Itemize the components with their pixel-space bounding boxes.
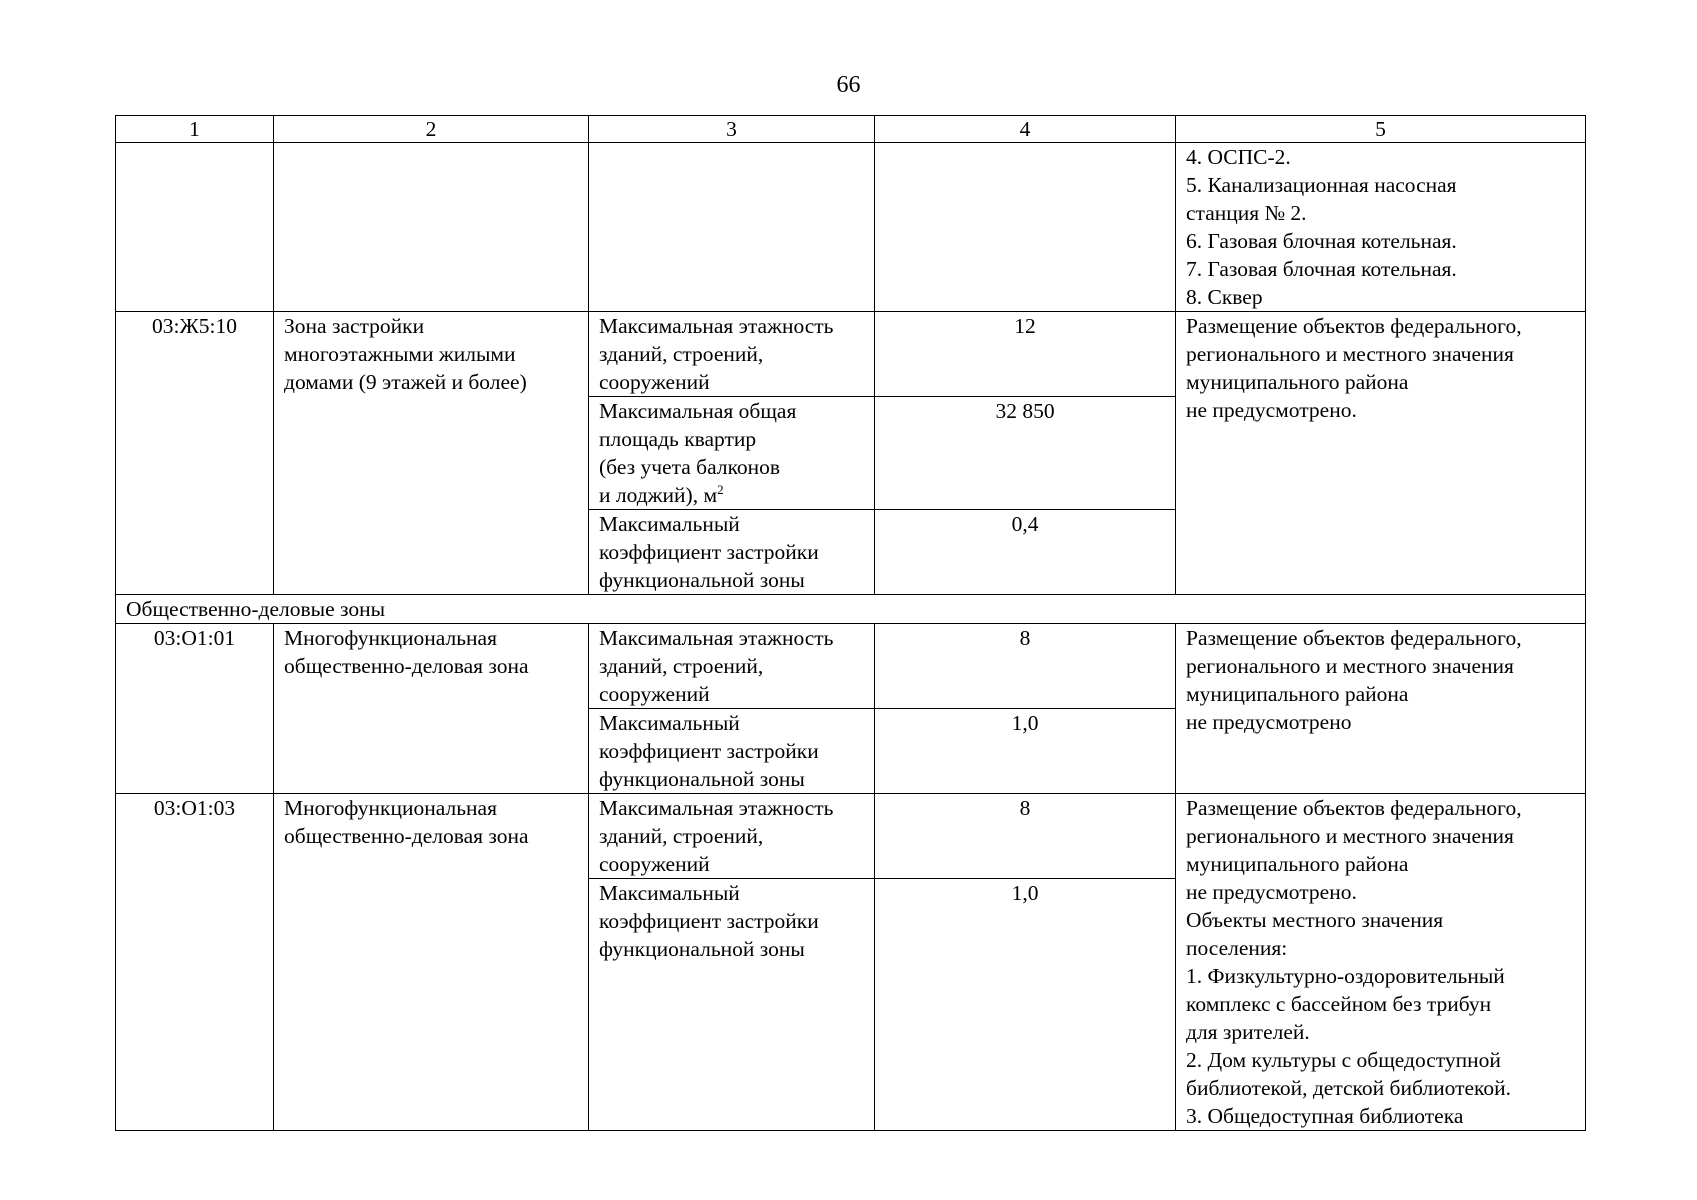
param-label: Максимальная этажность зданий, строений, сооружений [589, 624, 875, 709]
param-value: 1,0 [875, 879, 1176, 1131]
column-header: 3 [589, 116, 875, 143]
param-label: Максимальный коэффициент застройки функциональной зоны [589, 510, 875, 595]
column-header: 2 [274, 116, 589, 143]
column-header: 1 [116, 116, 274, 143]
table-row [116, 624, 1586, 709]
param-label: Максимальная этажность зданий, строений, сооружений [589, 794, 875, 879]
zones-table [115, 115, 1586, 1131]
table-row [116, 143, 1586, 312]
param-label: Максимальная этажность зданий, строений, сооружений [589, 312, 875, 397]
objects-cell: Размещение объектов федерального, регионального и местного значения муниципального района не предусмотрено. Объекты местного значения поселения: 1. Физкультурно-оздоровительный комплекс с бассейном без трибун для зрителей. 2. Дом культуры с общедоступной библиотекой, детской библиотекой. 3. Общедоступная библиотека [1176, 794, 1586, 1131]
objects-cell: 4. ОСПС-2. 5. Канализационная насосная станция № 2. 6. Газовая блочная котельная. 7. Газовая блочная котельная. 8. Сквер [1176, 143, 1586, 312]
column-header: 4 [875, 116, 1176, 143]
param-value: 0,4 [875, 510, 1176, 595]
param-label: Максимальный коэффициент застройки функциональной зоны [589, 709, 875, 794]
objects-cell: Размещение объектов федерального, регионального и местного значения муниципального района не предусмотрено [1176, 624, 1586, 794]
section-row [116, 595, 1586, 624]
param-value: 8 [875, 624, 1176, 709]
table-row [116, 794, 1586, 879]
superscript: 2 [717, 482, 724, 497]
zone-name: Многофункциональная общественно-деловая зона [274, 794, 589, 1131]
table-row [116, 312, 1586, 397]
zone-name: Зона застройки многоэтажными жилыми домами (9 этажей и более) [274, 312, 589, 595]
section-title: Общественно-деловые зоны [116, 595, 1586, 624]
param-value: 8 [875, 794, 1176, 879]
zone-name: Многофункциональная общественно-деловая зона [274, 624, 589, 794]
param-label: Максимальный коэффициент застройки функциональной зоны [589, 879, 875, 1131]
param-label: Максимальная общая площадь квартир (без учета балконов и лоджий), $м^2$ [589, 397, 875, 510]
param-value: 1,0 [875, 709, 1176, 794]
zone-code: 03:О1:01 [116, 624, 274, 794]
column-header: 5 [1176, 116, 1586, 143]
page-number: 66 [836, 72, 861, 98]
table-header-row [116, 116, 1586, 143]
objects-cell: Размещение объектов федерального, регионального и местного значения муниципального района не предусмотрено. [1176, 312, 1586, 595]
param-value: 12 [875, 312, 1176, 397]
zone-code: 03:О1:03 [116, 794, 274, 1131]
zone-code: 03:Ж5:10 [116, 312, 274, 595]
param-value: 32 850 [875, 397, 1176, 510]
